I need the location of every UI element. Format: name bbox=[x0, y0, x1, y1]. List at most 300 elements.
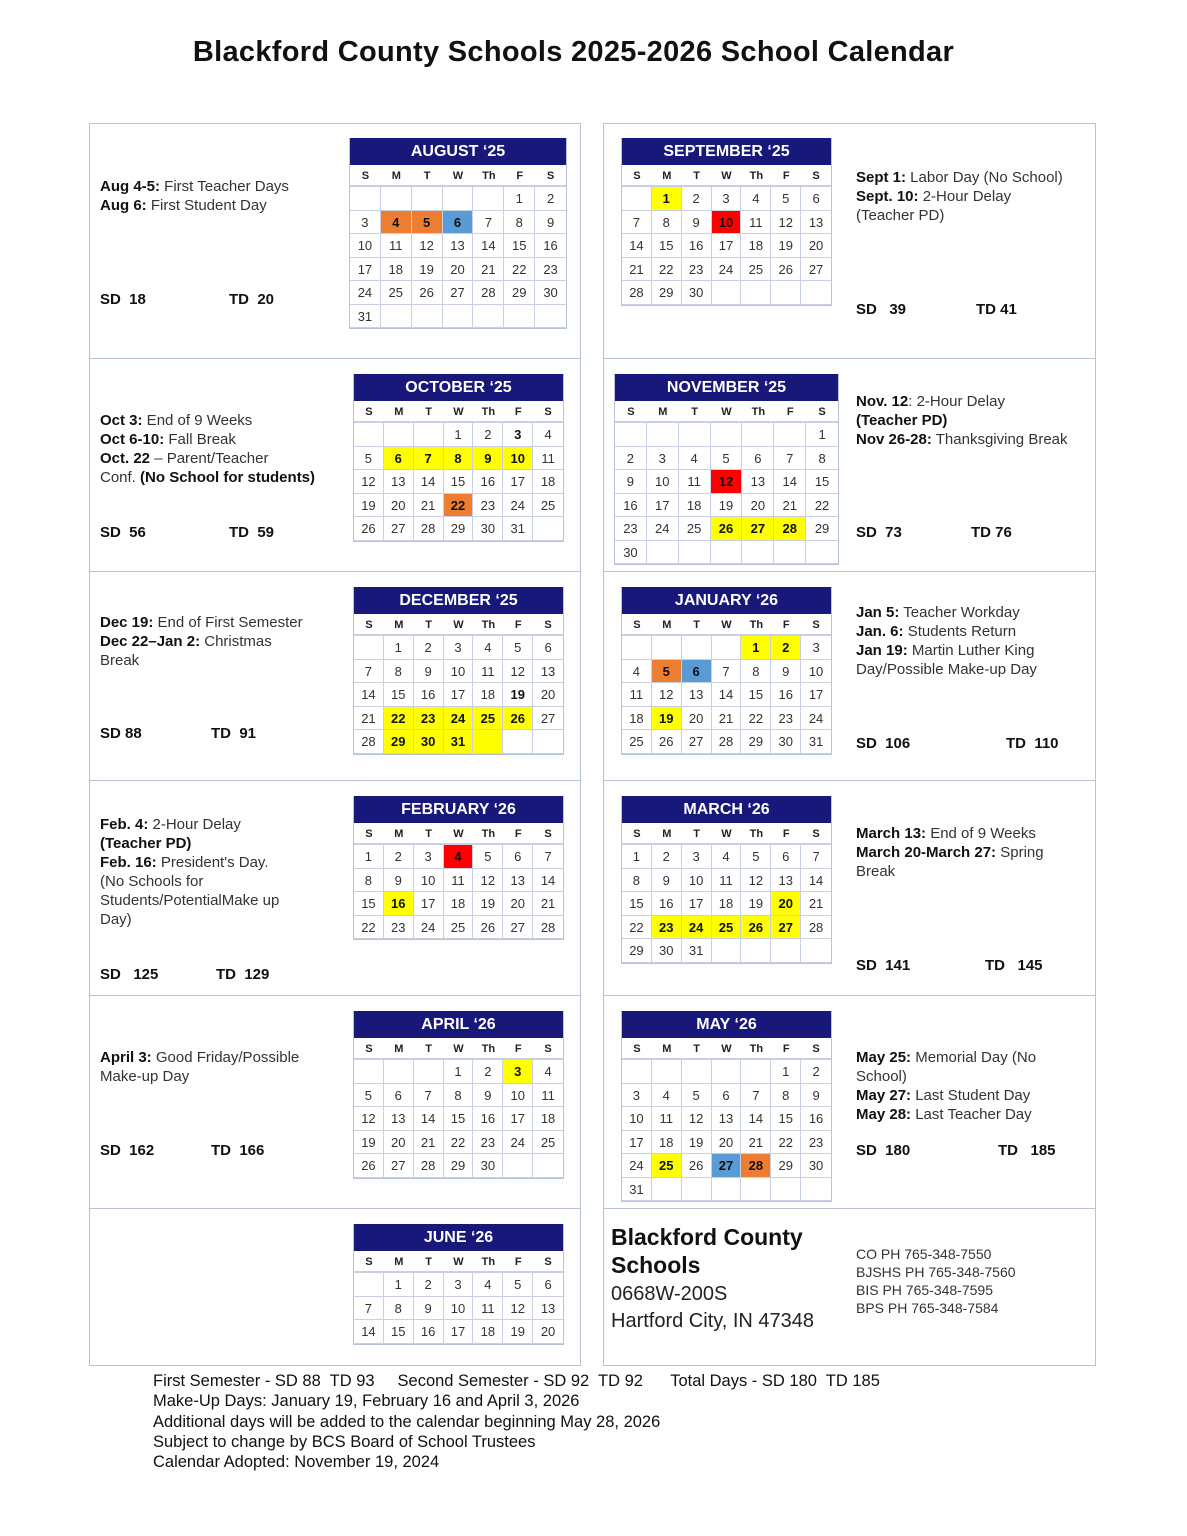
note-text: Break bbox=[856, 863, 896, 880]
weekday-label: S bbox=[354, 823, 384, 845]
day-cell: 30 bbox=[473, 517, 503, 541]
day-cell: 24 bbox=[682, 916, 712, 940]
day-cell: 2 bbox=[801, 1060, 831, 1084]
weekday-label: T bbox=[414, 1251, 444, 1273]
day-cell: 12 bbox=[741, 869, 771, 893]
day-cell: 16 bbox=[414, 683, 444, 707]
sd-count: SD 56 bbox=[100, 524, 146, 541]
semester-totals: First Semester - SD 88 TD 93 Second Semester - SD 92 TD 92 Total Days - SD 180 TD 185 bbox=[153, 1372, 880, 1390]
makeup-days: Make-Up Days: January 19, February 16 and April 3, 2026 bbox=[153, 1392, 580, 1411]
weekday-label: S bbox=[354, 614, 384, 636]
weekday-label: T bbox=[412, 165, 443, 187]
day-cell: 14 bbox=[622, 234, 652, 258]
day-cell: 5 bbox=[503, 636, 533, 660]
weekday-label: S bbox=[801, 165, 831, 187]
panel-february bbox=[89, 780, 581, 996]
day-cell: 18 bbox=[741, 234, 771, 258]
day-cell: 21 bbox=[473, 258, 504, 282]
day-cell: 3 bbox=[647, 447, 679, 471]
month-notes bbox=[856, 1048, 1036, 1124]
day-cell: 28 bbox=[622, 281, 652, 305]
day-cell: 4 bbox=[473, 636, 503, 660]
day-cell bbox=[774, 423, 806, 447]
day-cell: 27 bbox=[533, 707, 563, 731]
weekday-label: T bbox=[682, 1038, 712, 1060]
day-cell: 5 bbox=[771, 187, 801, 211]
day-cell: 19 bbox=[711, 494, 743, 518]
note-line bbox=[856, 187, 1063, 206]
weekday-label: S bbox=[535, 165, 566, 187]
day-cell: 24 bbox=[503, 494, 533, 518]
note-text: Christmas bbox=[200, 633, 272, 650]
day-cell bbox=[354, 1060, 384, 1084]
day-cell: 6 bbox=[384, 1084, 414, 1108]
weekday-label: F bbox=[771, 165, 801, 187]
day-cell: 25 bbox=[652, 1154, 682, 1178]
day-cell: 13 bbox=[384, 470, 414, 494]
day-cell: 18 bbox=[473, 1320, 503, 1344]
day-cell: 30 bbox=[473, 1154, 503, 1178]
day-cell: 11 bbox=[622, 683, 652, 707]
note-label: Dec 22–Jan 2: bbox=[100, 633, 201, 650]
day-cell: 26 bbox=[412, 281, 443, 305]
day-cell bbox=[679, 541, 711, 565]
day-grid bbox=[354, 614, 563, 754]
day-cell: 17 bbox=[647, 494, 679, 518]
day-cell bbox=[647, 423, 679, 447]
panel-october bbox=[89, 358, 581, 572]
day-cell bbox=[741, 1178, 771, 1202]
weekday-label: S bbox=[533, 823, 563, 845]
weekday-label: T bbox=[414, 614, 444, 636]
day-cell: 9 bbox=[615, 470, 647, 494]
note-label: Feb. 16: bbox=[100, 854, 157, 871]
day-cell bbox=[622, 187, 652, 211]
day-cell bbox=[771, 939, 801, 963]
district-address bbox=[611, 1281, 814, 1335]
panel-march bbox=[603, 780, 1096, 996]
day-cell: 3 bbox=[622, 1084, 652, 1108]
day-cell: 22 bbox=[504, 258, 535, 282]
month-notes bbox=[100, 411, 315, 487]
weekday-label: W bbox=[712, 823, 742, 845]
day-cell: 15 bbox=[354, 892, 384, 916]
note-line bbox=[100, 1048, 299, 1067]
day-cell: 12 bbox=[711, 470, 743, 494]
day-cell: 20 bbox=[533, 683, 563, 707]
day-cell: 9 bbox=[384, 869, 414, 893]
day-cell bbox=[503, 1154, 533, 1178]
day-grid bbox=[615, 401, 838, 564]
month-notes bbox=[856, 392, 1068, 449]
note-line bbox=[856, 603, 1037, 622]
day-cell bbox=[503, 730, 533, 754]
note-line bbox=[856, 622, 1037, 641]
day-cell: 16 bbox=[652, 892, 682, 916]
day-cell: 7 bbox=[774, 447, 806, 471]
day-cell bbox=[711, 423, 743, 447]
day-cell: 20 bbox=[533, 1320, 563, 1344]
day-grid bbox=[622, 614, 831, 754]
day-cell: 25 bbox=[533, 1131, 563, 1155]
day-cell: 1 bbox=[652, 187, 682, 211]
td-count: TD 129 bbox=[216, 966, 270, 983]
note-text: Spring bbox=[996, 844, 1044, 861]
day-cell: 8 bbox=[354, 869, 384, 893]
note-line bbox=[856, 843, 1044, 862]
day-cell: 11 bbox=[712, 869, 742, 893]
note-text: Fall Break bbox=[164, 431, 236, 448]
day-cell: 23 bbox=[473, 494, 503, 518]
day-cell: 2 bbox=[652, 845, 682, 869]
month-notes bbox=[100, 177, 289, 215]
day-cell: 14 bbox=[473, 234, 504, 258]
day-cell: 9 bbox=[473, 447, 503, 471]
day-cell bbox=[622, 636, 652, 660]
day-cell: 31 bbox=[503, 517, 533, 541]
note-text: Last Teacher Day bbox=[911, 1106, 1032, 1123]
day-cell: 29 bbox=[806, 517, 838, 541]
note-label: May 28: bbox=[856, 1106, 912, 1123]
month-calendar-november bbox=[614, 374, 839, 565]
day-cell: 17 bbox=[444, 683, 474, 707]
day-cell: 17 bbox=[682, 892, 712, 916]
day-cell: 18 bbox=[381, 258, 412, 282]
day-cell bbox=[712, 636, 742, 660]
day-cell: 16 bbox=[414, 1320, 444, 1344]
day-cell bbox=[806, 541, 838, 565]
day-cell: 27 bbox=[712, 1154, 742, 1178]
weekday-label: Th bbox=[741, 1038, 771, 1060]
day-cell: 22 bbox=[622, 916, 652, 940]
day-cell: 5 bbox=[652, 660, 682, 684]
day-cell: 26 bbox=[682, 1154, 712, 1178]
day-cell: 1 bbox=[504, 187, 535, 211]
day-cell bbox=[682, 1178, 712, 1202]
month-calendar-october bbox=[353, 374, 564, 542]
day-cell: 13 bbox=[771, 869, 801, 893]
day-cell: 17 bbox=[503, 1107, 533, 1131]
day-cell: 26 bbox=[354, 517, 384, 541]
day-cell: 19 bbox=[741, 892, 771, 916]
day-cell: 7 bbox=[473, 211, 504, 235]
day-cell: 1 bbox=[806, 423, 838, 447]
day-cell bbox=[712, 1178, 742, 1202]
day-cell bbox=[443, 187, 474, 211]
day-cell bbox=[801, 939, 831, 963]
note-label: Sept. 10: bbox=[856, 188, 919, 205]
day-cell: 8 bbox=[444, 447, 474, 471]
note-text: Martin Luther King bbox=[907, 642, 1035, 659]
day-cell: 6 bbox=[742, 447, 774, 471]
note-line bbox=[100, 177, 289, 196]
day-cell: 19 bbox=[503, 1320, 533, 1344]
day-cell: 21 bbox=[801, 892, 831, 916]
day-cell: 20 bbox=[384, 494, 414, 518]
day-cell: 26 bbox=[652, 730, 682, 754]
note-label: Oct 3: bbox=[100, 412, 143, 429]
weekday-label: T bbox=[414, 1038, 444, 1060]
day-cell: 4 bbox=[444, 845, 474, 869]
day-cell: 27 bbox=[384, 1154, 414, 1178]
day-cell: 30 bbox=[535, 281, 566, 305]
day-cell: 2 bbox=[473, 423, 503, 447]
day-cell: 19 bbox=[503, 683, 533, 707]
day-cell: 29 bbox=[622, 939, 652, 963]
day-cell: 14 bbox=[774, 470, 806, 494]
day-cell bbox=[652, 636, 682, 660]
day-cell: 12 bbox=[412, 234, 443, 258]
day-cell: 3 bbox=[503, 1060, 533, 1084]
weekday-label: Th bbox=[473, 1251, 503, 1273]
note-label: March 20-March 27: bbox=[856, 844, 997, 861]
day-cell: 19 bbox=[412, 258, 443, 282]
day-cell: 18 bbox=[712, 892, 742, 916]
day-cell: 20 bbox=[742, 494, 774, 518]
day-cell: 18 bbox=[533, 470, 563, 494]
month-title: JUNE ‘26 bbox=[354, 1224, 563, 1251]
month-title: OCTOBER ‘25 bbox=[354, 374, 563, 401]
day-cell: 6 bbox=[533, 636, 563, 660]
day-cell: 20 bbox=[384, 1131, 414, 1155]
day-cell: 15 bbox=[652, 234, 682, 258]
day-cell: 8 bbox=[652, 211, 682, 235]
note-line bbox=[856, 641, 1037, 660]
day-cell: 7 bbox=[354, 1297, 384, 1321]
day-cell: 13 bbox=[742, 470, 774, 494]
note-text: End of 9 Weeks bbox=[142, 412, 253, 429]
day-cell: 14 bbox=[801, 869, 831, 893]
day-cell: 29 bbox=[444, 1154, 474, 1178]
day-cell bbox=[533, 1154, 563, 1178]
day-cell: 3 bbox=[414, 845, 444, 869]
day-cell: 16 bbox=[535, 234, 566, 258]
sd-count: SD 162 bbox=[100, 1142, 155, 1159]
day-cell: 16 bbox=[473, 1107, 503, 1131]
panel-december bbox=[89, 571, 581, 781]
day-cell bbox=[647, 541, 679, 565]
note-text: President's Day. bbox=[156, 854, 269, 871]
day-cell: 20 bbox=[443, 258, 474, 282]
note-text: Good Friday/Possible bbox=[151, 1049, 300, 1066]
weekday-label: F bbox=[503, 1038, 533, 1060]
weekday-label: S bbox=[533, 401, 563, 423]
weekday-label: M bbox=[652, 165, 682, 187]
note-line bbox=[856, 660, 1037, 679]
month-calendar-february bbox=[353, 796, 564, 940]
weekday-label: T bbox=[682, 165, 712, 187]
day-grid bbox=[354, 401, 563, 541]
day-cell bbox=[384, 1060, 414, 1084]
weekday-label: F bbox=[771, 823, 801, 845]
day-cell bbox=[652, 1178, 682, 1202]
page-title: Blackford County Schools 2025-2026 School Calendar bbox=[192, 36, 955, 68]
day-cell: 4 bbox=[381, 211, 412, 235]
note-line bbox=[856, 430, 1068, 449]
day-cell: 8 bbox=[504, 211, 535, 235]
day-cell bbox=[354, 636, 384, 660]
weekday-label: S bbox=[801, 823, 831, 845]
day-cell: 3 bbox=[712, 187, 742, 211]
weekday-label: S bbox=[801, 614, 831, 636]
day-cell: 17 bbox=[503, 470, 533, 494]
day-cell: 5 bbox=[682, 1084, 712, 1108]
note-text: – Parent/Teacher bbox=[150, 450, 269, 467]
day-cell: 25 bbox=[473, 707, 503, 731]
day-cell: 26 bbox=[741, 916, 771, 940]
day-cell: 9 bbox=[414, 1297, 444, 1321]
month-notes bbox=[100, 1048, 299, 1086]
day-cell: 2 bbox=[384, 845, 414, 869]
day-cell: 29 bbox=[444, 517, 474, 541]
weekday-label: S bbox=[354, 1038, 384, 1060]
weekday-label: W bbox=[444, 1038, 474, 1060]
day-cell: 12 bbox=[503, 1297, 533, 1321]
td-count: TD 59 bbox=[229, 524, 275, 541]
weekday-label: Th bbox=[473, 614, 503, 636]
day-cell: 14 bbox=[533, 869, 563, 893]
note-label: Sept 1: bbox=[856, 169, 907, 186]
day-cell: 2 bbox=[535, 187, 566, 211]
day-cell bbox=[774, 541, 806, 565]
day-cell: 4 bbox=[533, 1060, 563, 1084]
weekday-label: Th bbox=[473, 165, 504, 187]
weekday-label: W bbox=[444, 614, 474, 636]
day-cell: 13 bbox=[533, 1297, 563, 1321]
day-cell bbox=[742, 423, 774, 447]
day-cell: 1 bbox=[384, 1273, 414, 1297]
day-cell bbox=[381, 187, 412, 211]
note-line bbox=[856, 1105, 1036, 1124]
day-cell: 28 bbox=[473, 281, 504, 305]
month-notes bbox=[100, 613, 303, 670]
day-cell: 5 bbox=[473, 845, 503, 869]
day-cell: 1 bbox=[444, 1060, 474, 1084]
day-cell: 10 bbox=[682, 869, 712, 893]
weekday-label: T bbox=[682, 823, 712, 845]
day-cell: 8 bbox=[741, 660, 771, 684]
weekday-label: T bbox=[414, 401, 444, 423]
day-cell: 29 bbox=[504, 281, 535, 305]
day-cell: 10 bbox=[444, 1297, 474, 1321]
weekday-label: S bbox=[354, 401, 384, 423]
day-cell: 2 bbox=[682, 187, 712, 211]
month-notes bbox=[856, 824, 1044, 881]
day-grid bbox=[622, 1038, 831, 1201]
note-text: School) bbox=[856, 1068, 907, 1085]
note-line bbox=[100, 613, 303, 632]
day-cell: 24 bbox=[647, 517, 679, 541]
day-cell: 12 bbox=[503, 660, 533, 684]
sd-count: SD 125 bbox=[100, 966, 159, 983]
subject-to-change-note: Subject to change by BCS Board of School Trustees bbox=[153, 1432, 536, 1451]
day-cell: 10 bbox=[647, 470, 679, 494]
day-cell: 21 bbox=[414, 1131, 444, 1155]
day-cell: 15 bbox=[622, 892, 652, 916]
day-cell: 10 bbox=[712, 211, 742, 235]
weekday-label: S bbox=[806, 401, 838, 423]
day-cell: 27 bbox=[503, 916, 533, 940]
address-line-2: Hartford City, IN 47348 bbox=[611, 1310, 815, 1332]
panel-june bbox=[89, 1208, 581, 1366]
day-cell: 12 bbox=[354, 1107, 384, 1131]
note-line bbox=[856, 206, 1063, 225]
day-cell: 29 bbox=[741, 730, 771, 754]
day-cell: 28 bbox=[774, 517, 806, 541]
weekday-label: T bbox=[679, 401, 711, 423]
weekday-label: S bbox=[350, 165, 381, 187]
day-grid bbox=[354, 1038, 563, 1178]
day-cell: 9 bbox=[652, 869, 682, 893]
day-cell: 7 bbox=[622, 211, 652, 235]
day-grid bbox=[622, 165, 831, 305]
day-cell: 27 bbox=[771, 916, 801, 940]
day-cell: 30 bbox=[682, 281, 712, 305]
day-cell: 22 bbox=[806, 494, 838, 518]
day-cell: 24 bbox=[414, 916, 444, 940]
panel-may bbox=[603, 995, 1096, 1209]
day-cell: 5 bbox=[741, 845, 771, 869]
day-cell: 4 bbox=[741, 187, 771, 211]
day-cell: 30 bbox=[414, 730, 444, 754]
day-cell: 23 bbox=[535, 258, 566, 282]
day-cell: 21 bbox=[622, 258, 652, 282]
day-cell: 23 bbox=[473, 1131, 503, 1155]
day-cell: 15 bbox=[504, 234, 535, 258]
day-cell: 12 bbox=[682, 1107, 712, 1131]
day-cell: 6 bbox=[682, 660, 712, 684]
day-cell: 10 bbox=[801, 660, 831, 684]
day-cell: 14 bbox=[414, 470, 444, 494]
day-cell bbox=[711, 541, 743, 565]
note-text: (Teacher PD) bbox=[856, 207, 945, 224]
day-cell: 7 bbox=[801, 845, 831, 869]
weekday-label: Th bbox=[473, 1038, 503, 1060]
day-cell: 27 bbox=[682, 730, 712, 754]
note-text: Break bbox=[100, 652, 140, 669]
day-cell: 25 bbox=[533, 494, 563, 518]
day-cell: 1 bbox=[622, 845, 652, 869]
day-cell: 5 bbox=[354, 1084, 384, 1108]
note-label: Feb. 4: bbox=[100, 816, 149, 833]
day-cell bbox=[741, 281, 771, 305]
day-cell: 15 bbox=[384, 683, 414, 707]
day-cell: 22 bbox=[444, 494, 474, 518]
day-cell: 5 bbox=[354, 447, 384, 471]
day-grid bbox=[354, 1251, 563, 1344]
day-cell: 2 bbox=[771, 636, 801, 660]
day-cell: 18 bbox=[533, 1107, 563, 1131]
day-cell: 28 bbox=[741, 1154, 771, 1178]
day-cell: 26 bbox=[354, 1154, 384, 1178]
day-cell: 14 bbox=[712, 683, 742, 707]
note-line bbox=[856, 1086, 1036, 1105]
day-cell: 16 bbox=[801, 1107, 831, 1131]
weekday-label: M bbox=[381, 165, 412, 187]
day-cell: 23 bbox=[771, 707, 801, 731]
day-cell: 28 bbox=[712, 730, 742, 754]
day-cell bbox=[742, 541, 774, 565]
weekday-label: Th bbox=[742, 401, 774, 423]
weekday-label: S bbox=[533, 1038, 563, 1060]
weekday-label: M bbox=[384, 1251, 414, 1273]
weekday-label: Th bbox=[473, 401, 503, 423]
td-count: TD 91 bbox=[211, 725, 257, 742]
weekday-label: T bbox=[682, 614, 712, 636]
day-cell: 16 bbox=[682, 234, 712, 258]
note-line bbox=[856, 392, 1068, 411]
day-cell: 22 bbox=[771, 1131, 801, 1155]
